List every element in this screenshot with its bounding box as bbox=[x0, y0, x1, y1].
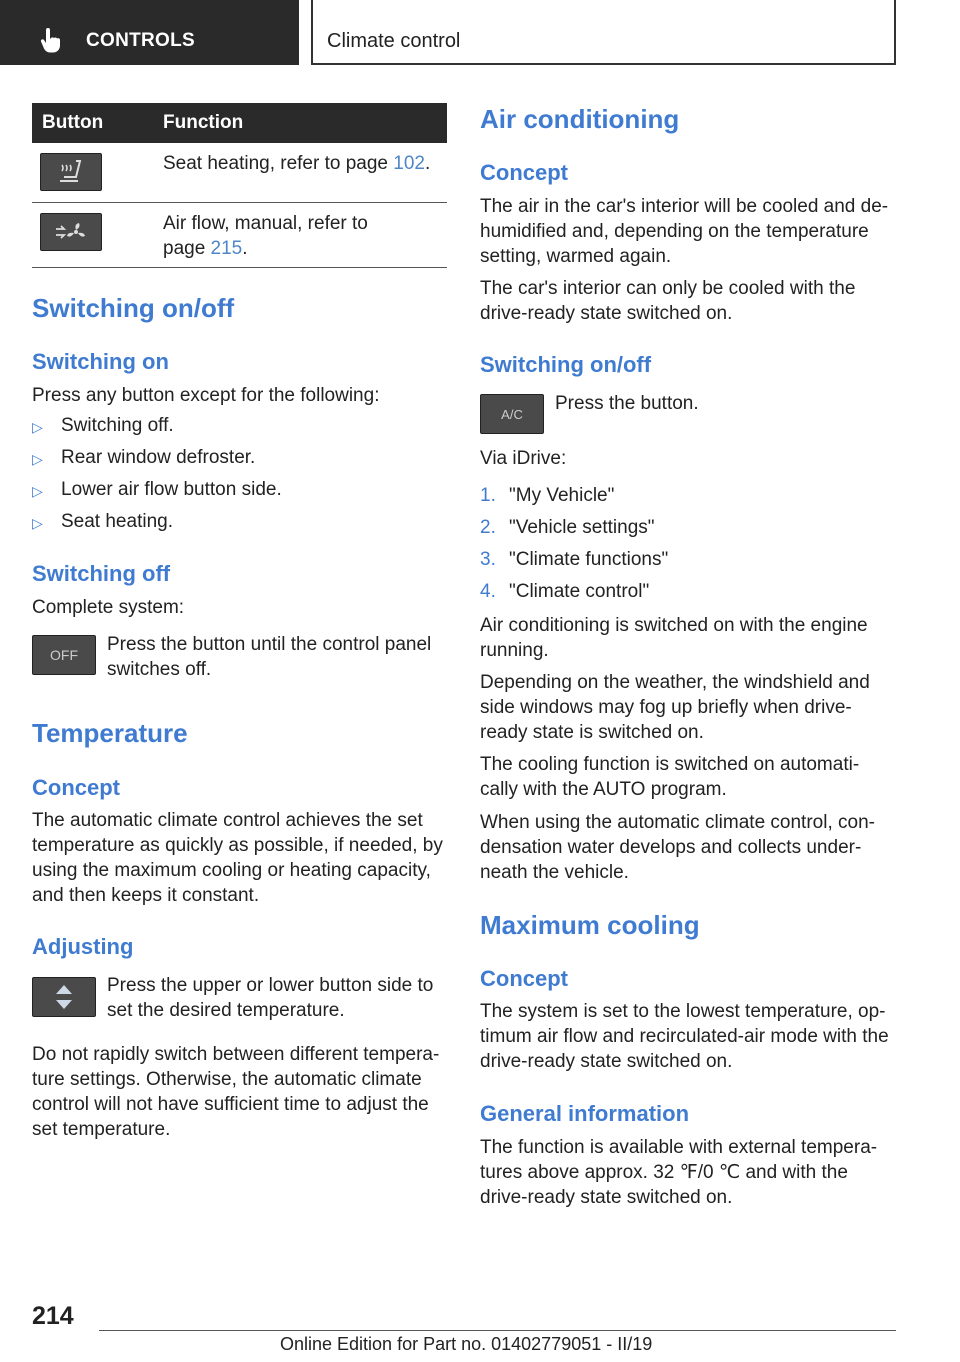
heading-concept: Concept bbox=[32, 775, 120, 800]
seat-heating-icon bbox=[56, 159, 86, 185]
heading-concept: Concept bbox=[480, 160, 568, 185]
triangle-bullet-icon: ▷ bbox=[32, 515, 43, 531]
section-tab bbox=[0, 0, 299, 65]
heading-general-information: General information bbox=[480, 1101, 690, 1126]
ac-paragraph-4: When using the automatic climate control, con- densation water develops and collects under- neath the vehicle. bbox=[480, 812, 875, 883]
ac-paragraph-3: The cooling function is switched on automati- cally with the AUTO program. bbox=[480, 754, 860, 800]
column-header-function: Function bbox=[163, 112, 244, 133]
function-cell: Air flow, manual, refer to page 215. bbox=[163, 213, 368, 259]
air-flow-icon bbox=[54, 221, 88, 243]
heading-switching-onoff: Switching on/off bbox=[32, 293, 235, 323]
button-function-table bbox=[32, 103, 447, 268]
idrive-steps-list: 1. "My Vehicle" 2. "Vehicle settings" 3. "Climate functions" 4. "Climate control" bbox=[480, 485, 669, 602]
ac-concept-paragraph-2: The car's interior can only be cooled with the drive-ready state switched on. bbox=[480, 278, 856, 324]
temperature-rocker-button-image bbox=[32, 977, 96, 1017]
heading-maximum-cooling: Maximum cooling bbox=[480, 910, 700, 940]
general-information-paragraph: The function is available with external tempera- tures above approx. 32 ℉/0 ℃ and with the drive-ready state switched on. bbox=[480, 1137, 878, 1208]
off-button-image: OFF bbox=[32, 635, 96, 675]
table-header bbox=[32, 103, 447, 143]
switching-off-intro: Complete system: bbox=[32, 597, 185, 618]
exception-list: ▷ Switching off. ▷ Rear window defroster. ▷ Lower air flow button side. ▷ Seat heating. bbox=[32, 415, 282, 532]
max-cooling-paragraph: The system is set to the lowest temperature, op- timum air flow and recirculated-air mode with the drive-ready state switched on. bbox=[480, 1001, 889, 1072]
heading-adjusting: Adjusting bbox=[32, 934, 134, 959]
press-button-text: Press the button. bbox=[555, 393, 699, 414]
heading-concept: Concept bbox=[480, 966, 568, 991]
table-row bbox=[32, 203, 447, 268]
function-cell: Seat heating, refer to page 102. bbox=[163, 153, 431, 174]
via-idrive-text: Via iDrive: bbox=[480, 448, 567, 469]
heading-switching-onoff-ac: Switching on/off bbox=[480, 352, 652, 377]
adjusting-text: Press the upper or lower button side to set the desired temperature. bbox=[107, 975, 434, 1021]
triangle-bullet-icon: ▷ bbox=[32, 451, 43, 467]
triangle-bullet-icon: ▷ bbox=[32, 419, 43, 435]
page-link[interactable]: 102 bbox=[393, 153, 425, 174]
heading-switching-on: Switching on bbox=[32, 349, 169, 374]
ac-paragraph-1: Air conditioning is switched on with the engine running. bbox=[480, 615, 868, 661]
up-down-arrows-icon bbox=[54, 983, 74, 1011]
edition-text: Online Edition for Part no. 01402779051 - II/19 bbox=[280, 1334, 653, 1354]
column-header-button: Button bbox=[42, 112, 104, 133]
ac-paragraph-2: Depending on the weather, the windshield and side windows may fog up briefly when drive- ready state is switched on. bbox=[480, 672, 870, 743]
hand-pointer-icon bbox=[40, 28, 62, 54]
chapter-tab bbox=[311, 0, 896, 65]
chapter-title: Climate control bbox=[327, 30, 461, 52]
off-text: Press the button until the control panel switches off. bbox=[107, 634, 432, 680]
ac-concept-paragraph: The air in the car's interior will be cooled and de- humidified and, depending on the temperature setting, warmed again. bbox=[480, 196, 889, 267]
seat-heating-button-image bbox=[40, 153, 102, 191]
page-number: 214 bbox=[32, 1302, 74, 1330]
triangle-bullet-icon: ▷ bbox=[32, 483, 43, 499]
section-title: CONTROLS bbox=[86, 30, 196, 51]
page-link[interactable]: 215 bbox=[210, 238, 243, 259]
heading-air-conditioning: Air conditioning bbox=[480, 104, 680, 134]
heading-temperature: Temperature bbox=[32, 718, 188, 748]
footer-divider bbox=[99, 1330, 896, 1331]
air-flow-button-image bbox=[40, 213, 102, 251]
adjusting-note: Do not rapidly switch between different tempera- ture settings. Otherwise, the automatic climate control will not have sufficient time to adjust the set temperature. bbox=[32, 1044, 440, 1140]
ac-button-image: A/C bbox=[480, 394, 544, 434]
heading-switching-off: Switching off bbox=[32, 561, 171, 586]
table-row bbox=[32, 143, 447, 203]
concept-paragraph: The automatic climate control achieves the set temperature as quickly as possible, if needed, by using the maximum cooling or heating capacity, and then keeps it constant. bbox=[32, 810, 443, 906]
switching-on-intro: Press any button except for the following: bbox=[32, 385, 380, 406]
